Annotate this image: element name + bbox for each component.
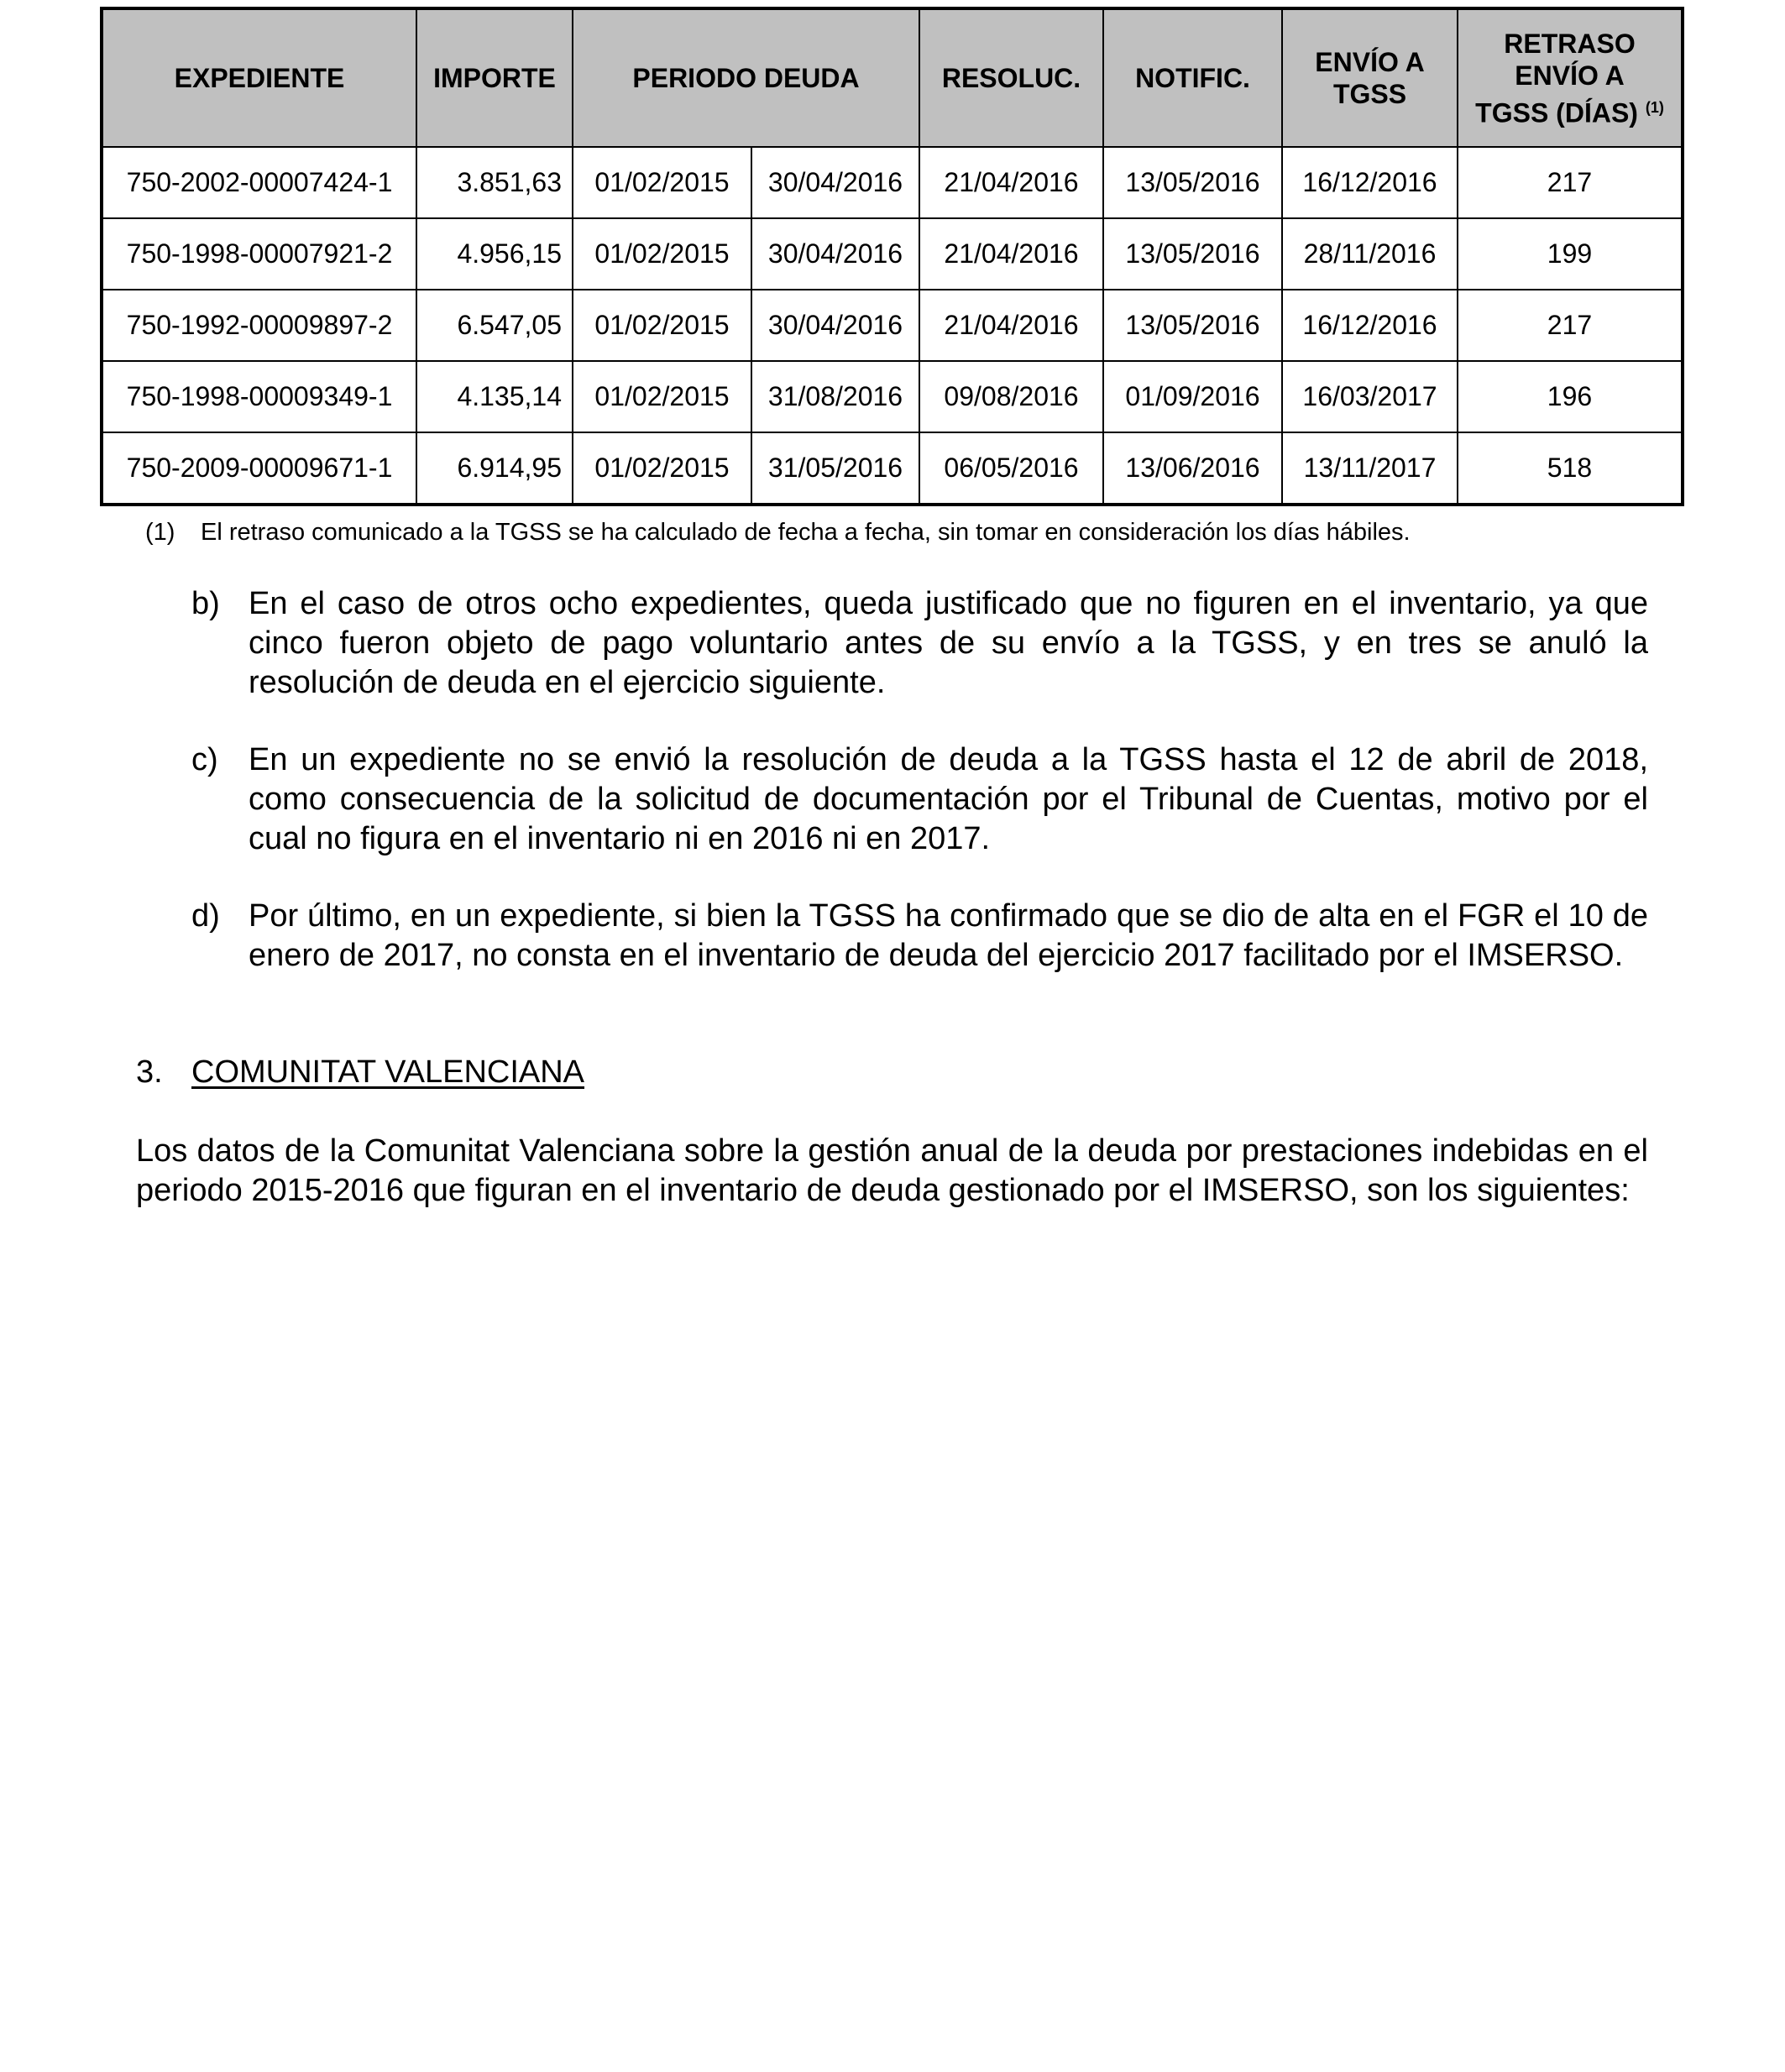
list-item-letter: c) — [191, 742, 218, 777]
header-envio-line1: ENVÍO A — [1315, 47, 1425, 77]
cell-envio: 16/12/2016 — [1282, 147, 1458, 218]
header-retraso-line2: ENVÍO A — [1515, 60, 1625, 91]
cell-periodo-desde: 01/02/2015 — [573, 218, 751, 290]
cell-importe: 3.851,63 — [416, 147, 573, 218]
list-item-letter: b) — [191, 586, 220, 621]
cell-expediente: 750-1992-00009897-2 — [102, 290, 416, 361]
cell-resoluc: 09/08/2016 — [919, 361, 1103, 432]
section-heading — [136, 1053, 584, 1092]
cell-notific: 01/09/2016 — [1103, 361, 1282, 432]
cell-notific: 13/06/2016 — [1103, 432, 1282, 505]
cell-envio: 28/11/2016 — [1282, 218, 1458, 290]
cell-envio: 13/11/2017 — [1282, 432, 1458, 505]
footnote-text: El retraso comunicado a la TGSS se ha calculado de fecha a fecha, sin tomar en consideración los días hábiles. — [201, 519, 1411, 546]
cell-resoluc: 21/04/2016 — [919, 290, 1103, 361]
cell-expediente: 750-2002-00007424-1 — [102, 147, 416, 218]
cell-envio: 16/03/2017 — [1282, 361, 1458, 432]
table-row — [102, 147, 1683, 218]
cell-envio: 16/12/2016 — [1282, 290, 1458, 361]
header-retraso-footnote-ref: (1) — [1645, 98, 1664, 116]
cell-periodo-hasta: 30/04/2016 — [751, 290, 919, 361]
cell-periodo-desde: 01/02/2015 — [573, 361, 751, 432]
table-footnote — [145, 515, 1690, 549]
cell-retraso: 217 — [1458, 290, 1683, 361]
cell-importe: 4.956,15 — [416, 218, 573, 290]
table-row — [102, 432, 1683, 505]
cell-importe: 4.135,14 — [416, 361, 573, 432]
cell-expediente: 750-1998-00009349-1 — [102, 361, 416, 432]
cell-notific: 13/05/2016 — [1103, 218, 1282, 290]
cell-importe: 6.914,95 — [416, 432, 573, 505]
cell-periodo-desde: 01/02/2015 — [573, 290, 751, 361]
header-retraso — [1458, 8, 1683, 147]
table-row — [102, 290, 1683, 361]
header-envio-line2: TGSS — [1332, 79, 1407, 109]
list-item-letter: d) — [191, 898, 220, 934]
cell-resoluc: 21/04/2016 — [919, 218, 1103, 290]
cell-periodo-hasta: 31/05/2016 — [751, 432, 919, 505]
header-notific: NOTIFIC. — [1103, 8, 1282, 147]
cell-importe: 6.547,05 — [416, 290, 573, 361]
cell-retraso: 217 — [1458, 147, 1683, 218]
cell-retraso: 518 — [1458, 432, 1683, 505]
cell-resoluc: 06/05/2016 — [919, 432, 1103, 505]
cell-resoluc: 21/04/2016 — [919, 147, 1103, 218]
list-item — [191, 584, 1648, 703]
cell-periodo-desde: 01/02/2015 — [573, 432, 751, 505]
debt-table — [100, 7, 1684, 506]
table-row — [102, 361, 1683, 432]
cell-notific: 13/05/2016 — [1103, 147, 1282, 218]
section-number: 3. — [136, 1054, 163, 1090]
header-importe: IMPORTE — [416, 8, 573, 147]
cell-retraso: 196 — [1458, 361, 1683, 432]
list-item-text: Por último, en un expediente, si bien la TGSS ha confirmado que se dio de alta en el FGR el 10 de enero de 2017, no consta en el inventario de deuda del ejercicio 2017 facilitado por el IMSERSO. — [249, 898, 1648, 973]
cell-periodo-hasta: 30/04/2016 — [751, 147, 919, 218]
cell-notific: 13/05/2016 — [1103, 290, 1282, 361]
list-item-text: En un expediente no se envió la resolución de deuda a la TGSS hasta el 12 de abril de 2018, como consecuencia de la solicitud de documentación por el Tribunal de Cuentas, motivo por el cual no figura en el inventario ni en 2016 ni en 2017. — [249, 742, 1648, 856]
header-expediente: EXPEDIENTE — [102, 8, 416, 147]
header-periodo-deuda: PERIODO DEUDA — [573, 8, 919, 147]
header-retraso-line3: TGSS (DÍAS) — [1475, 97, 1638, 128]
cell-periodo-hasta: 30/04/2016 — [751, 218, 919, 290]
footnote-mark: (1) — [145, 519, 175, 546]
table-header — [102, 8, 1683, 147]
header-envio-tgss — [1282, 8, 1458, 147]
table-row — [102, 218, 1683, 290]
body-paragraph: Los datos de la Comunitat Valenciana sobre la gestión anual de la deuda por prestaciones indebidas en el periodo 2015-2016 que figuran en el inventario de deuda gestionado por el IMSERSO, son los siguientes: — [136, 1133, 1648, 1208]
list-item — [191, 740, 1648, 859]
section-title: COMUNITAT VALENCIANA — [191, 1054, 585, 1090]
cell-retraso: 199 — [1458, 218, 1683, 290]
list-item — [191, 897, 1648, 976]
cell-periodo-hasta: 31/08/2016 — [751, 361, 919, 432]
list-item-text: En el caso de otros ocho expedientes, queda justificado que no figuren en el inventario, ya que cinco fueron objeto de pago voluntario antes de su envío a la TGSS, y en tres se anuló la resolución de deuda en el ejercicio siguiente. — [249, 586, 1648, 700]
header-retraso-line1: RETRASO — [1504, 28, 1636, 59]
cell-expediente: 750-1998-00007921-2 — [102, 218, 416, 290]
cell-periodo-desde: 01/02/2015 — [573, 147, 751, 218]
cell-expediente: 750-2009-00009671-1 — [102, 432, 416, 505]
header-resoluc: RESOLUC. — [919, 8, 1103, 147]
